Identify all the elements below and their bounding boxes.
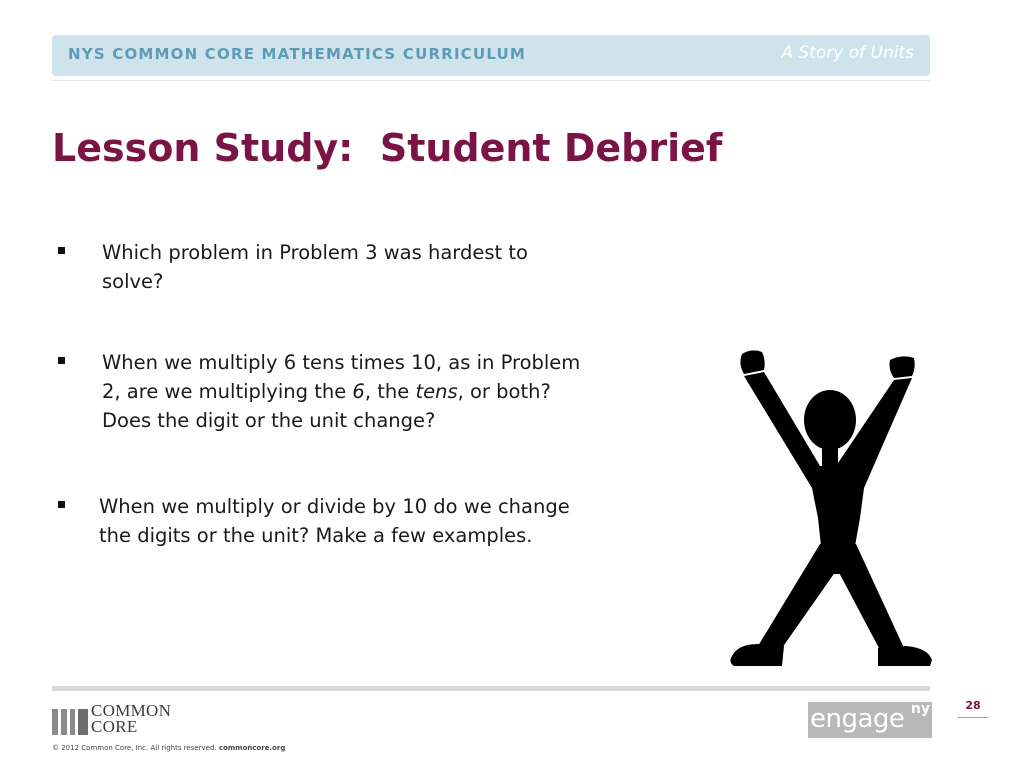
bullet-marker-icon [58, 501, 65, 508]
header-bar [52, 35, 930, 76]
engage-ny-text: ny [910, 701, 930, 717]
engageny-logo [808, 702, 932, 738]
common-core-logo [52, 703, 192, 737]
bullet-text: When we multiply or divide by 10 do we change [99, 495, 570, 518]
bullet-text: Which problem in Problem 3 was hardest to [102, 241, 528, 264]
header-divider [52, 80, 930, 81]
copyright-notice: © 2012 Common Core, Inc. All rights reserved. commoncore.org [52, 744, 286, 752]
engage-text: engage [810, 704, 905, 734]
curriculum-label: NYS COMMON CORE MATHEMATICS CURRICULUM [68, 45, 527, 63]
bullet-marker-icon [58, 357, 65, 364]
bullet-text: 2, are we multiplying the 6, the tens, or both? [102, 380, 551, 403]
slide-title: Lesson Study: Student Debrief [52, 126, 723, 170]
logo-text-line1: COMMON [91, 701, 172, 720]
bullet-text: the digits or the unit? Make a few examples. [99, 524, 533, 547]
logo-text-line2: CORE [91, 717, 138, 736]
person-arms-raised-icon [728, 348, 932, 668]
bullet-marker-icon [58, 247, 65, 254]
copyright-link[interactable]: commoncore.org [218, 744, 286, 752]
footer-divider [52, 686, 930, 691]
bullet-text: Does the digit or the unit change? [102, 409, 436, 432]
bullet-text: solve? [102, 270, 164, 293]
page-number-underline [958, 717, 988, 718]
page-number: 28 [965, 699, 981, 712]
series-label: A Story of Units [781, 43, 914, 63]
bullet-text: When we multiply 6 tens times 10, as in Problem [102, 351, 581, 374]
